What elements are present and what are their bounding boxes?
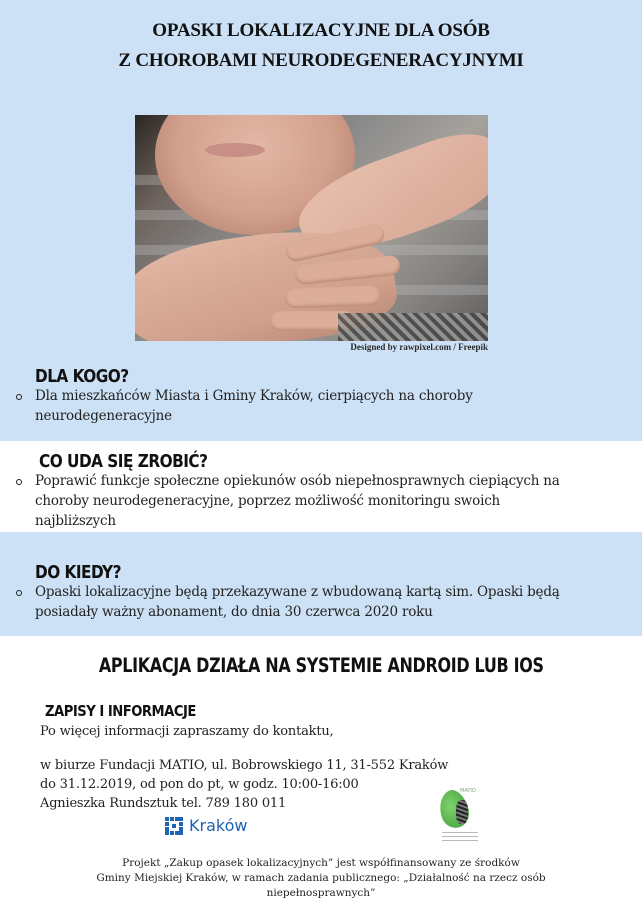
contact-address: w biurze Fundacji MATIO, ul. Bobrowskiego 11, 31-552 Kraków [40, 758, 449, 773]
hero-photo [135, 115, 488, 341]
section-heading-dla-kogo: DLA KOGO? [35, 366, 129, 387]
app-notice [0, 654, 642, 677]
page-title-line-1: OPASKI LOKALIZACYJNE DLA OSÓB [152, 20, 490, 41]
funding-line: Projekt „Zakup opasek lokalizacyjnych” jest współfinansowany ze środków [122, 857, 520, 869]
contact-intro: Po więcej informacji zapraszamy do kontaktu, [40, 724, 334, 739]
funding-line: niepełnosprawnych” [266, 887, 376, 899]
matio-logo-subtitle [442, 832, 478, 844]
text-line: Opaski lokalizacyjne będą przekazywane z wbudowaną kartą sim. Opaski będą [35, 584, 560, 600]
text-line: neurodegeneracyjne [35, 408, 172, 424]
header-band [0, 0, 642, 441]
contact-heading: ZAPISY I INFORMACJE [45, 702, 196, 720]
matio-logo [436, 786, 484, 846]
section-text-do-kiedy [35, 582, 560, 622]
section-heading-do-kiedy: DO KIEDY? [35, 562, 121, 583]
krakow-logo [165, 816, 247, 835]
funding-line: Gminy Miejskiej Kraków, w ramach zadania publicznego: „Działalność na rzecz osób [96, 872, 546, 884]
lips-shape [205, 143, 265, 157]
section-co-uda-sie-zrobic [0, 441, 642, 532]
bullet-icon [16, 394, 22, 400]
text-line: Dla mieszkańców Miasta i Gminy Kraków, cierpiących na choroby [35, 388, 473, 404]
bullet-icon [16, 479, 22, 485]
contact-phone: Agnieszka Rundsztuk tel. 789 180 011 [40, 796, 287, 811]
text-line: Poprawić funkcje społeczne opiekunów osób niepełnosprawnych ciepiących na [35, 473, 560, 489]
photo-credit: Designed by rawpixel.com / Freepik [350, 342, 488, 352]
page-title-line-2: Z CHOROBAMI NEURODEGENERACYJNYMI [118, 50, 524, 71]
text-line: choroby neurodegeneracyjne, poprzez możliwość monitoringu swoich [35, 493, 501, 509]
sweater-pattern [338, 313, 488, 341]
krakow-logo-text: Kraków [189, 816, 248, 835]
section-text-dla-kogo [35, 386, 473, 426]
section-do-kiedy [0, 532, 642, 636]
contact-details [40, 756, 448, 813]
matio-logo-text: MATIO [460, 788, 476, 794]
contact-hours: do 31.12.2019, od pon do pt, w godz. 10:00-16:00 [40, 777, 359, 792]
app-notice-text: APLIKACJA DZIAŁA NA SYSTEMIE ANDROID LUB IOS [98, 654, 544, 677]
text-line: najbliższych [35, 513, 116, 529]
tree-silhouette-icon [456, 800, 468, 824]
text-line: posiadały ważny abonament, do dnia 30 czerwca 2020 roku [35, 604, 433, 620]
funding-note [0, 856, 642, 901]
bullet-icon [16, 590, 22, 596]
section-heading-co-uda-sie: CO UDA SIĘ ZROBIĆ? [39, 451, 208, 472]
section-text-co-uda-sie [35, 471, 560, 531]
krakow-logo-icon [165, 817, 183, 835]
